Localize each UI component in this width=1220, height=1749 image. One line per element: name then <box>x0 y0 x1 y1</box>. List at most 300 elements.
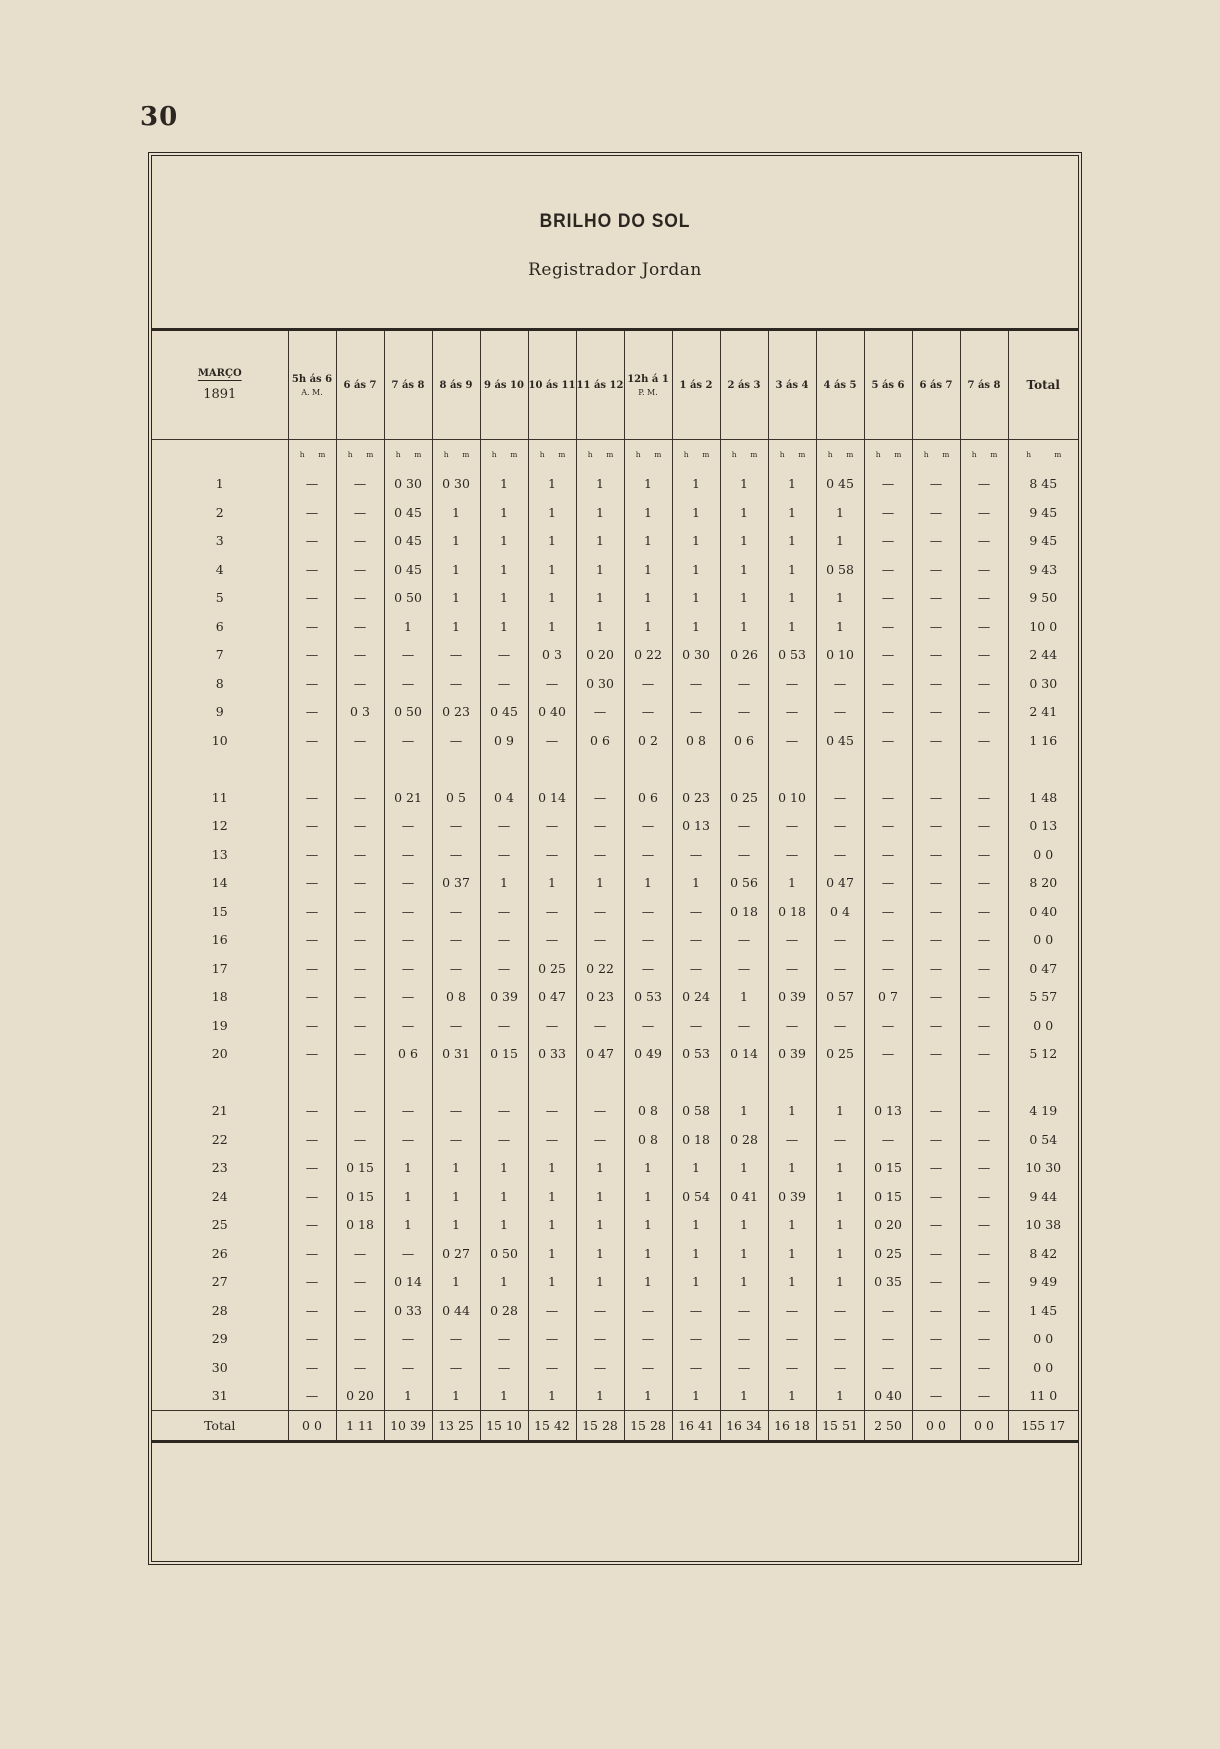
value-cell: — <box>864 698 912 727</box>
value-cell: 1 <box>624 869 672 898</box>
value-cell: 1 <box>576 869 624 898</box>
value-cell: — <box>336 527 384 556</box>
value-cell: 1 <box>672 869 720 898</box>
value-cell: 1 <box>816 584 864 613</box>
value-cell: — <box>912 555 960 584</box>
value-cell: 1 <box>576 1211 624 1240</box>
value-cell: 1 <box>576 1182 624 1211</box>
day-cell: 30 <box>211 1359 228 1375</box>
value-cell: — <box>288 1040 336 1069</box>
value-cell: 0 6 <box>576 726 624 755</box>
value-cell: 1 <box>816 1268 864 1297</box>
value-cell: 1 <box>816 1154 864 1183</box>
value-cell: 0 13 <box>864 1097 912 1126</box>
value-cell: 1 <box>624 555 672 584</box>
value-cell: 1 <box>480 584 528 613</box>
value-cell: — <box>336 1125 384 1154</box>
value-cell: — <box>864 840 912 869</box>
value-cell: 0 25 <box>864 1239 912 1268</box>
unit-hours: h <box>971 449 977 459</box>
value-cell: 1 <box>432 1154 480 1183</box>
value-cell: — <box>432 1325 480 1354</box>
value-cell: 0 25 <box>720 783 768 812</box>
spacer-cell <box>336 1068 384 1097</box>
value-cell: 0 49 <box>624 1040 672 1069</box>
value-cell: 0 45 <box>384 527 432 556</box>
hour-column-label: 11 ás 12 <box>576 379 624 391</box>
day-cell: 6 <box>215 618 224 634</box>
value-cell: — <box>336 869 384 898</box>
value-cell: — <box>912 869 960 898</box>
day-cell: 14 <box>211 875 228 891</box>
value-cell: — <box>912 584 960 613</box>
value-cell: — <box>288 812 336 841</box>
table-row <box>152 1182 1078 1211</box>
value-cell: — <box>336 812 384 841</box>
value-cell: — <box>432 1125 480 1154</box>
hour-column-label: 5h ás 6 <box>291 373 333 385</box>
value-cell: — <box>480 641 528 670</box>
table-subtitle: Registrador Jordan <box>528 260 702 280</box>
unit-minutes: m <box>558 449 566 459</box>
value-cell: — <box>624 954 672 983</box>
day-cell: 13 <box>211 846 228 862</box>
value-cell: 1 <box>672 498 720 527</box>
value-cell: — <box>384 897 432 926</box>
row-total-cell: 0 13 <box>1008 812 1078 841</box>
value-cell: — <box>720 954 768 983</box>
table-row <box>152 669 1078 698</box>
day-cell: 5 <box>215 590 224 606</box>
table-row <box>152 527 1078 556</box>
unit-minutes: m <box>1054 449 1062 459</box>
value-cell: 1 <box>720 612 768 641</box>
spacer-cell <box>768 1068 816 1097</box>
value-cell: 1 <box>384 1182 432 1211</box>
value-cell: 1 <box>816 1382 864 1411</box>
value-cell: 0 15 <box>864 1182 912 1211</box>
value-cell: 0 28 <box>480 1296 528 1325</box>
value-cell: — <box>672 1011 720 1040</box>
value-cell: 1 <box>576 1268 624 1297</box>
value-cell: — <box>624 840 672 869</box>
value-cell: 0 45 <box>384 555 432 584</box>
unit-hours: h <box>443 449 449 459</box>
unit-hours: h <box>347 449 353 459</box>
day-cell: 31 <box>211 1388 228 1404</box>
value-cell: 1 <box>672 612 720 641</box>
spacer-cell <box>960 1068 1008 1097</box>
column-total-cell: 0 0 <box>288 1411 336 1440</box>
value-cell: — <box>864 669 912 698</box>
spacer-cell <box>480 755 528 784</box>
value-cell: 1 <box>480 555 528 584</box>
value-cell: — <box>288 498 336 527</box>
day-cell: 8 <box>215 675 224 691</box>
row-total-cell: 5 57 <box>1008 983 1078 1012</box>
value-cell: 0 8 <box>624 1125 672 1154</box>
value-cell: 1 <box>576 1154 624 1183</box>
unit-cell <box>912 440 960 470</box>
row-total-cell: 1 48 <box>1008 783 1078 812</box>
value-cell: 1 <box>432 1382 480 1411</box>
value-cell: — <box>528 1011 576 1040</box>
value-cell: — <box>720 1296 768 1325</box>
unit-cell <box>336 440 384 470</box>
value-cell: 1 <box>576 1239 624 1268</box>
value-cell: — <box>864 527 912 556</box>
day-cell: 19 <box>211 1017 228 1033</box>
value-cell: — <box>672 897 720 926</box>
value-cell: 1 <box>432 1268 480 1297</box>
value-cell: — <box>864 555 912 584</box>
unit-minutes: m <box>750 449 758 459</box>
hour-column-label: 10 ás 11 <box>528 379 576 391</box>
value-cell: — <box>528 726 576 755</box>
value-cell: — <box>288 1154 336 1183</box>
value-cell: — <box>960 1268 1008 1297</box>
row-total-cell: 1 45 <box>1008 1296 1078 1325</box>
value-cell: — <box>384 812 432 841</box>
day-cell: 12 <box>211 818 228 834</box>
spacer-cell <box>816 755 864 784</box>
value-cell: — <box>288 1353 336 1382</box>
value-cell: 1 <box>480 612 528 641</box>
value-cell: 0 14 <box>528 783 576 812</box>
value-cell: — <box>288 584 336 613</box>
value-cell: — <box>912 1211 960 1240</box>
value-cell: 1 <box>720 584 768 613</box>
value-cell: 1 <box>432 527 480 556</box>
unit-hours: h <box>491 449 497 459</box>
value-cell: — <box>864 926 912 955</box>
value-cell: 0 20 <box>336 1382 384 1411</box>
value-cell: — <box>336 584 384 613</box>
value-cell: — <box>912 1097 960 1126</box>
month-name: MARÇO <box>197 367 242 379</box>
value-cell: — <box>432 1353 480 1382</box>
value-cell: 0 53 <box>624 983 672 1012</box>
spacer-cell <box>288 755 336 784</box>
hour-column-label: 5 ás 6 <box>871 379 905 391</box>
value-cell: — <box>480 1325 528 1354</box>
value-cell: 1 <box>528 612 576 641</box>
value-cell: — <box>432 1097 480 1126</box>
value-cell: — <box>912 1353 960 1382</box>
value-cell: 0 23 <box>432 698 480 727</box>
value-cell: 0 30 <box>672 641 720 670</box>
table-row <box>152 1097 1078 1126</box>
value-cell: — <box>432 1011 480 1040</box>
value-cell: — <box>768 1296 816 1325</box>
value-cell: — <box>384 840 432 869</box>
value-cell: — <box>960 698 1008 727</box>
value-cell: 0 14 <box>384 1268 432 1297</box>
value-cell: 0 25 <box>816 1040 864 1069</box>
value-cell: — <box>816 812 864 841</box>
value-cell: 0 25 <box>528 954 576 983</box>
value-cell: — <box>288 1125 336 1154</box>
value-cell: 1 <box>432 612 480 641</box>
value-cell: — <box>480 812 528 841</box>
value-cell: 1 <box>816 1182 864 1211</box>
value-cell: — <box>768 1011 816 1040</box>
value-cell: — <box>912 612 960 641</box>
table-title: BRILHO DO SOL <box>539 211 691 232</box>
value-cell: — <box>960 1239 1008 1268</box>
month-header <box>152 331 288 440</box>
value-cell: — <box>528 926 576 955</box>
spacer-cell <box>152 1068 288 1097</box>
value-cell: — <box>336 954 384 983</box>
spacer-cell <box>528 1068 576 1097</box>
day-cell: 1 <box>215 476 224 492</box>
value-cell: 0 22 <box>624 641 672 670</box>
day-cell: 4 <box>215 561 224 577</box>
value-cell: 1 <box>816 527 864 556</box>
value-cell: 1 <box>768 869 816 898</box>
row-total-cell: 9 44 <box>1008 1182 1078 1211</box>
value-cell: 1 <box>624 1268 672 1297</box>
value-cell: — <box>960 641 1008 670</box>
value-cell: — <box>768 698 816 727</box>
month-year: 1891 <box>203 386 237 402</box>
value-cell: 0 58 <box>672 1097 720 1126</box>
value-cell: 1 <box>432 555 480 584</box>
value-cell: — <box>288 869 336 898</box>
hour-column-header <box>432 331 480 440</box>
value-cell: — <box>912 527 960 556</box>
value-cell: — <box>336 983 384 1012</box>
spacer-cell <box>672 1068 720 1097</box>
day-cell: 27 <box>211 1274 228 1290</box>
table-row <box>152 612 1078 641</box>
bottom-rule <box>152 1440 1078 1443</box>
value-cell: — <box>912 498 960 527</box>
total-column-header: Total <box>1008 331 1078 440</box>
unit-hours: h <box>875 449 881 459</box>
spacer-cell <box>816 1068 864 1097</box>
column-total-cell: 10 39 <box>384 1411 432 1440</box>
value-cell: 1 <box>384 1211 432 1240</box>
value-cell: — <box>624 669 672 698</box>
value-cell: — <box>960 954 1008 983</box>
value-cell: 0 20 <box>864 1211 912 1240</box>
row-total-cell: 10 0 <box>1008 612 1078 641</box>
value-cell: 1 <box>528 527 576 556</box>
value-cell: 0 47 <box>816 869 864 898</box>
value-cell: — <box>480 840 528 869</box>
table-row <box>152 470 1078 499</box>
spacer-cell <box>720 755 768 784</box>
value-cell: 0 3 <box>528 641 576 670</box>
value-cell: 0 27 <box>432 1239 480 1268</box>
row-total-cell: 9 43 <box>1008 555 1078 584</box>
value-cell: — <box>288 1239 336 1268</box>
value-cell: — <box>480 1353 528 1382</box>
value-cell: — <box>288 1325 336 1354</box>
value-cell: 0 6 <box>720 726 768 755</box>
value-cell: — <box>336 1325 384 1354</box>
value-cell: — <box>912 669 960 698</box>
value-cell: — <box>624 698 672 727</box>
value-cell: 1 <box>816 498 864 527</box>
spacer-cell <box>864 1068 912 1097</box>
value-cell: 0 18 <box>336 1211 384 1240</box>
value-cell: — <box>576 812 624 841</box>
value-cell: — <box>576 1097 624 1126</box>
row-total-cell: 10 38 <box>1008 1211 1078 1240</box>
value-cell: — <box>336 1296 384 1325</box>
hour-column-header <box>336 331 384 440</box>
value-cell: 1 <box>432 1182 480 1211</box>
value-cell: 1 <box>480 869 528 898</box>
value-cell: — <box>912 1239 960 1268</box>
sunshine-table <box>152 331 1078 1440</box>
value-cell: 0 18 <box>720 897 768 926</box>
row-total-cell: 9 50 <box>1008 584 1078 613</box>
value-cell: 0 39 <box>768 983 816 1012</box>
value-cell: — <box>576 783 624 812</box>
unit-hours: h <box>779 449 785 459</box>
value-cell: — <box>288 783 336 812</box>
value-cell: — <box>432 812 480 841</box>
value-cell: 1 <box>720 1239 768 1268</box>
value-cell: 1 <box>480 1211 528 1240</box>
value-cell: 0 44 <box>432 1296 480 1325</box>
value-cell: — <box>576 897 624 926</box>
value-cell: 1 <box>384 612 432 641</box>
table-row <box>152 983 1078 1012</box>
value-cell: — <box>864 812 912 841</box>
value-cell: — <box>624 1325 672 1354</box>
value-cell: — <box>864 498 912 527</box>
hour-column-label: 9 ás 10 <box>484 379 524 391</box>
value-cell: — <box>960 1296 1008 1325</box>
value-cell: — <box>288 641 336 670</box>
value-cell: — <box>912 1154 960 1183</box>
table-row <box>152 498 1078 527</box>
day-cell: 28 <box>211 1302 228 1318</box>
value-cell: — <box>480 1097 528 1126</box>
value-cell: — <box>864 1296 912 1325</box>
value-cell: — <box>912 897 960 926</box>
value-cell: 0 35 <box>864 1268 912 1297</box>
hour-column-label: 8 ás 9 <box>439 379 473 391</box>
value-cell: — <box>864 1353 912 1382</box>
day-cell: 2 <box>215 504 224 520</box>
value-cell: 0 4 <box>480 783 528 812</box>
hour-column-header <box>288 331 336 440</box>
value-cell: — <box>336 1239 384 1268</box>
value-cell: — <box>816 1125 864 1154</box>
column-total-cell: 15 42 <box>528 1411 576 1440</box>
hour-column-period: P. M. <box>638 387 658 397</box>
value-cell: 0 39 <box>768 1182 816 1211</box>
value-cell: 0 18 <box>768 897 816 926</box>
value-cell: — <box>384 641 432 670</box>
value-cell: 1 <box>624 584 672 613</box>
column-total-cell: 15 10 <box>480 1411 528 1440</box>
value-cell: 0 53 <box>768 641 816 670</box>
unit-cell <box>288 440 336 470</box>
value-cell: — <box>816 1296 864 1325</box>
row-total-cell: 1 16 <box>1008 726 1078 755</box>
unit-minutes: m <box>702 449 710 459</box>
value-cell: — <box>960 1211 1008 1240</box>
row-total-cell: 0 40 <box>1008 897 1078 926</box>
value-cell: 1 <box>768 555 816 584</box>
value-cell: — <box>336 641 384 670</box>
unit-minutes: m <box>606 449 614 459</box>
row-total-cell: 0 54 <box>1008 1125 1078 1154</box>
value-cell: — <box>336 1268 384 1297</box>
hour-column-label: 6 ás 7 <box>343 379 377 391</box>
value-cell: 0 18 <box>672 1125 720 1154</box>
value-cell: — <box>960 498 1008 527</box>
unit-hours: h <box>1026 449 1032 459</box>
day-cell: 10 <box>211 732 228 748</box>
value-cell: 1 <box>432 584 480 613</box>
value-cell: — <box>960 1097 1008 1126</box>
value-cell: — <box>864 1040 912 1069</box>
value-cell: — <box>288 840 336 869</box>
day-cell: 26 <box>211 1245 228 1261</box>
day-cell: 9 <box>215 704 224 720</box>
value-cell: 0 10 <box>768 783 816 812</box>
value-cell: — <box>384 1239 432 1268</box>
day-cell: 16 <box>211 932 228 948</box>
value-cell: — <box>912 1182 960 1211</box>
value-cell: 1 <box>624 1382 672 1411</box>
value-cell: 1 <box>576 555 624 584</box>
value-cell: 0 13 <box>672 812 720 841</box>
value-cell: — <box>528 1296 576 1325</box>
table-row <box>152 812 1078 841</box>
value-cell: 1 <box>480 1268 528 1297</box>
column-total-cell: 16 18 <box>768 1411 816 1440</box>
table-row <box>152 1211 1078 1240</box>
hour-column-header <box>768 331 816 440</box>
day-cell: 25 <box>211 1217 228 1233</box>
value-cell: 0 22 <box>576 954 624 983</box>
value-cell: — <box>288 1268 336 1297</box>
value-cell: 0 15 <box>336 1182 384 1211</box>
value-cell: — <box>672 954 720 983</box>
table-row <box>152 1325 1078 1354</box>
value-cell: 0 50 <box>384 584 432 613</box>
value-cell: 1 <box>672 470 720 499</box>
value-cell: 1 <box>624 470 672 499</box>
value-cell: — <box>912 1011 960 1040</box>
row-total-cell: 5 12 <box>1008 1040 1078 1069</box>
value-cell: — <box>816 1325 864 1354</box>
hour-column-label: 2 ás 3 <box>727 379 761 391</box>
value-cell: — <box>960 840 1008 869</box>
value-cell: — <box>960 669 1008 698</box>
value-cell: 1 <box>768 1382 816 1411</box>
value-cell: 1 <box>576 498 624 527</box>
hour-column-label: 4 ás 5 <box>823 379 857 391</box>
value-cell: 1 <box>576 470 624 499</box>
day-cell: 18 <box>211 989 228 1005</box>
table-row <box>152 1382 1078 1411</box>
value-cell: — <box>912 783 960 812</box>
value-cell: — <box>960 897 1008 926</box>
value-cell: — <box>864 954 912 983</box>
unit-cell <box>816 440 864 470</box>
table-row <box>152 897 1078 926</box>
